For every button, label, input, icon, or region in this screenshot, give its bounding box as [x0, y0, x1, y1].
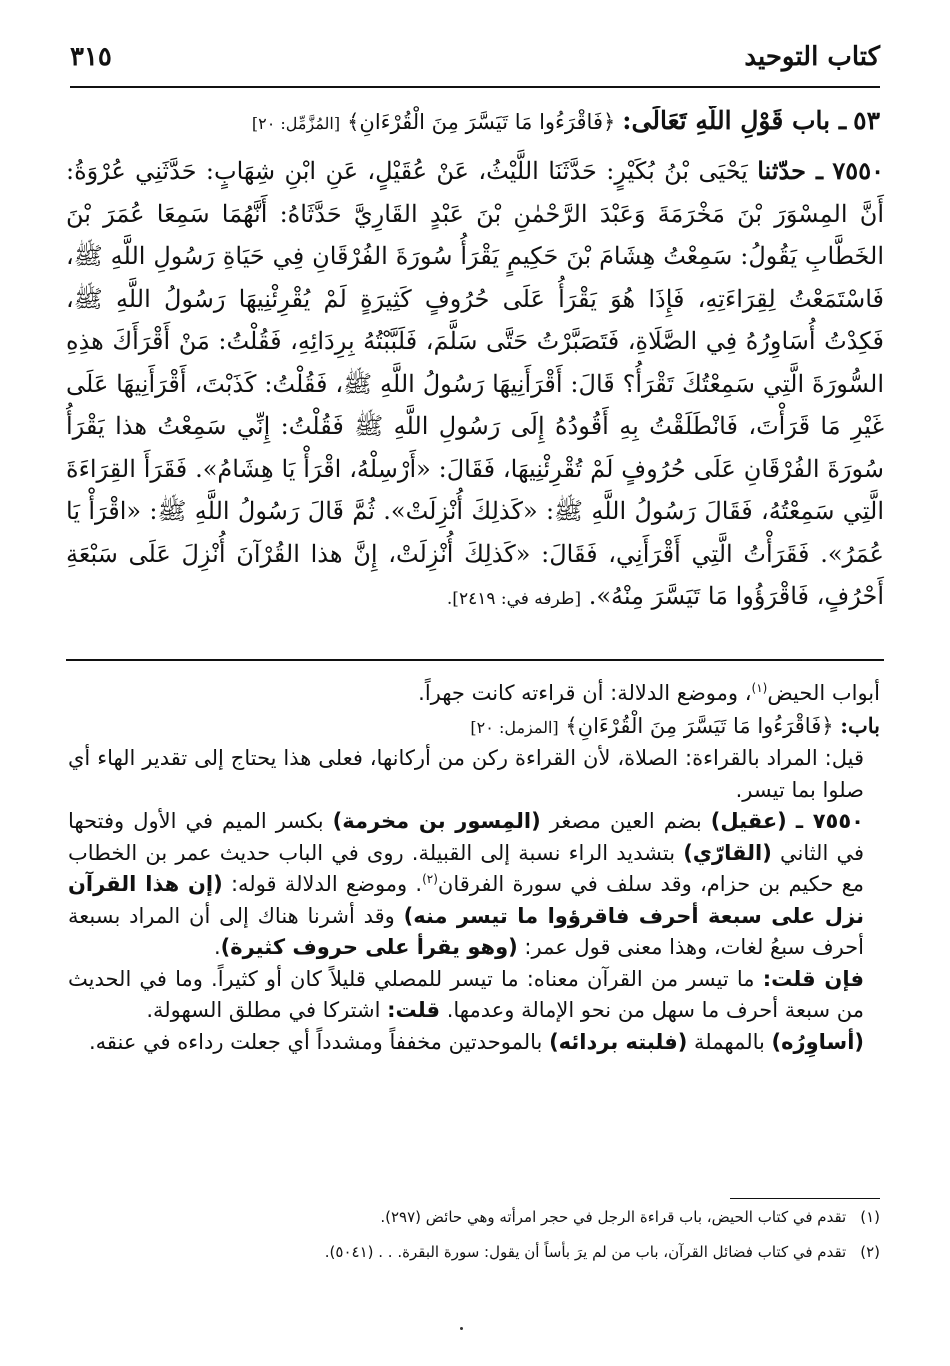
commentary-term: (أساوِرُه): [771, 1029, 864, 1054]
section-divider: [66, 659, 884, 661]
footnote-ref: (١): [751, 681, 768, 695]
commentary-paragraph: [68, 806, 880, 964]
commentary-hadith-number: ٧٥٥٠ ـ: [795, 809, 864, 833]
commentary-term: (إن هذا القرآن نزل على سبعة أحرف فاقرؤوا ما تيسر منه): [68, 872, 864, 928]
commentary-text: ، وموضع الدلالة: أن قراءته كانت جهراً.: [418, 681, 752, 705]
commentary-text: أبواب الحيض: [767, 681, 880, 705]
hadith-text: [66, 150, 884, 621]
commentary-verse-ref: [المزمل: ٢٠]: [470, 717, 559, 737]
commentary: [68, 678, 880, 1058]
footnote-number: (١): [860, 1208, 880, 1226]
print-speck: [460, 1327, 463, 1330]
commentary-paragraph: [68, 1027, 880, 1059]
commentary-term: قلت:: [387, 998, 441, 1022]
commentary-text: . وموضع الدلالة قوله:: [222, 872, 423, 896]
commentary-text: بكسر الميم في الأول وفتحها في الثاني: [68, 809, 864, 865]
commentary-term: (المِسور بن مخرمة): [332, 809, 541, 833]
commentary-term: (عقيل): [710, 809, 787, 833]
commentary-term: (القارّي): [683, 840, 772, 865]
commentary-text: اشتركا في مطلق السهولة.: [146, 998, 388, 1022]
chapter-heading: [70, 106, 880, 146]
hadith-opening: ـ حدّثنا: [757, 156, 824, 185]
page-number: ٣١٥: [70, 42, 112, 72]
commentary-line: [68, 678, 880, 710]
footnote-ref: (٢): [422, 872, 438, 886]
footnote-number: (٢): [860, 1243, 880, 1261]
hadith-number: ٧٥٥٠: [832, 156, 884, 185]
chapter-quran-quote: ﴿فَاقْرَءُوا مَا تَيَسَّرَ مِنَ الْقُرْءَانِ﴾: [347, 110, 616, 134]
commentary-bab-label: باب:: [840, 712, 880, 738]
commentary-text: بالموحدتين مخففاً ومشدداً أي جعلت رداءه في عنقه.: [88, 1029, 550, 1054]
hadith-cross-ref: [طرفه في: ٢٤١٩].: [446, 589, 582, 609]
chapter-number: ٥٣: [853, 106, 880, 135]
commentary-paragraph: قيل: المراد بالقراءة: الصلاة، لأن القراءة ركن من أركانها، فعلى هذا يحتاج إلى تقدير الهاء أي صلوا بما تيسر.: [68, 746, 864, 802]
hadith-body: يَحْيَى بْنُ بُكَيْرٍ: حَدَّثَنَا اللَّيْثُ، عَنْ عُقَيْلٍ، عَنِ ابْنِ شِهَابٍ: حَدَّثَنِي عُرْوَةُ: أَنَّ المِسْوَرَ بْنَ مَخْرَمَةَ وَعَبْدَ الرَّحْمٰنِ بْنَ عَبْدٍ القَارِيَّ حَدَّثَاهُ: أَنَّهُمَا سَمِعَا عُمَرَ بْنَ الخَطَّابِ يَقُولُ: سَمِعْتُ هِشَامَ بْنَ حَكِيمٍ يَقْرَأُ سُورَةَ الفُرْقَانِ فِي حَيَاةِ رَسُولِ اللَّهِ ﷺ، فَاسْتَمَعْتُ لِقِرَاءَتِهِ، فَإِذَا هُوَ يَقْرَأُ عَلَى حُرُوفٍ كَثِيرَةٍ لَمْ يُقْرِئْنِيهَا رَسُولُ اللَّهِ ﷺ، فَكِدْتُ أُسَاوِرُهُ فِي الصَّلَاةِ، فَتَصَبَّرْتُ حَتَّى سَلَّمَ، فَلَبَّبْتُهُ بِرِدَائِهِ، فَقُلْتُ: مَنْ أَقْرَأَكَ هذِهِ السُّورَةَ الَّتِي سَمِعْتُكَ تَقْرَأُ؟ قَالَ: أَقْرَأَنِيهَا رَسُولُ اللَّهِ ﷺ، فَقُلْتُ: كَذَبْتَ، أَقْرَأَنِيهَا عَلَى غَيْرِ مَا قَرَأْتَ، فَانْطَلَقْتُ بِهِ أَقُودُهُ إِلَى رَسُولِ اللَّهِ ﷺ فَقُلْتُ: إِنِّي سَمِعْتُ هذا يَقْرَأُ سُورَةَ الفُرْقَانِ عَلَى حُرُوفٍ لَمْ تُقْرِئْنِيهَا، فَقَالَ: «أَرْسِلْهُ، اقْرَأْ يَا هِشَامُ». فَقَرَأَ القِرَاءَةَ الَّتِي سَمِعْتُهُ، فَقَالَ رَسُولُ اللَّهِ ﷺ: «كَذلِكَ أُنْزِلَتْ». ثُمَّ قَالَ رَسُولُ اللَّهِ ﷺ: «اقْرَأْ يَا عُمَرُ». فَقَرَأْتُ الَّتِي أَقْرَأَنِي، فَقَالَ: «كَذلِكَ أُنْزِلَتْ، إِنَّ هذا القُرْآنَ أُنْزِلَ عَلَى سَبْعَةِ أَحْرُفٍ، فَاقْرَؤُوا مَا تَيَسَّرَ مِنْهُ».: [66, 157, 884, 610]
footnote-text: تقدم في كتاب الحيض، باب قراءة الرجل في حجر امرأته وهي حائض (٢٩٧).: [380, 1208, 847, 1226]
footnote: [68, 1206, 880, 1228]
commentary-text: بتشديد الراء نسبة إلى القبيلة. روى في الباب حديث عمر بن الخطاب مع حكيم بن حزام، وقد سلف في سورة الفرقان: [68, 840, 865, 896]
commentary-text: .: [213, 935, 221, 959]
commentary-term: (فلبته بردائه): [549, 1029, 688, 1054]
chapter-title: ـ باب قَوْلِ اللَّهِ تَعَالَى:: [622, 106, 847, 135]
commentary-term: (وهو يقرأ على حروف كثيرة): [220, 935, 518, 959]
footnote-text: تقدم في كتاب فضائل القرآن، باب من لم يرَ بأساً أن يقول: سورة البقرة. . . (٥٠٤١).: [324, 1243, 847, 1261]
commentary-text: وقد أشرنا هناك إلى أن المراد بسبعة أحرف سبعُ لغات، وهذا معنى قول عمر:: [68, 903, 864, 959]
commentary-bab: [68, 710, 880, 744]
commentary-term: فإن قلت:: [762, 966, 864, 991]
commentary-paragraph: [68, 964, 880, 1027]
commentary-quran-quote: ﴿فَاقْرَءُوا مَا تَيَسَّرَ مِنَ الْقُرْءَانِ﴾: [565, 713, 834, 738]
chapter-verse-ref: [المُزَّمِّل: ٢٠]: [251, 114, 341, 133]
footnote-divider: [730, 1198, 880, 1199]
commentary-text: بضم العين مصغر: [540, 809, 711, 833]
footnote: [68, 1241, 880, 1263]
running-header: [70, 40, 880, 88]
commentary-text: بالمهملة: [687, 1029, 772, 1054]
commentary-text: ما تيسر من القرآن معناه: ما تيسر للمصلي قليلاً كان أو كثيراً. وما في الحديث من سبعة أحرف ما سهل من نحو الإمالة وعدمها.: [68, 966, 864, 1022]
book-title: كتاب التوحيد: [744, 42, 880, 72]
